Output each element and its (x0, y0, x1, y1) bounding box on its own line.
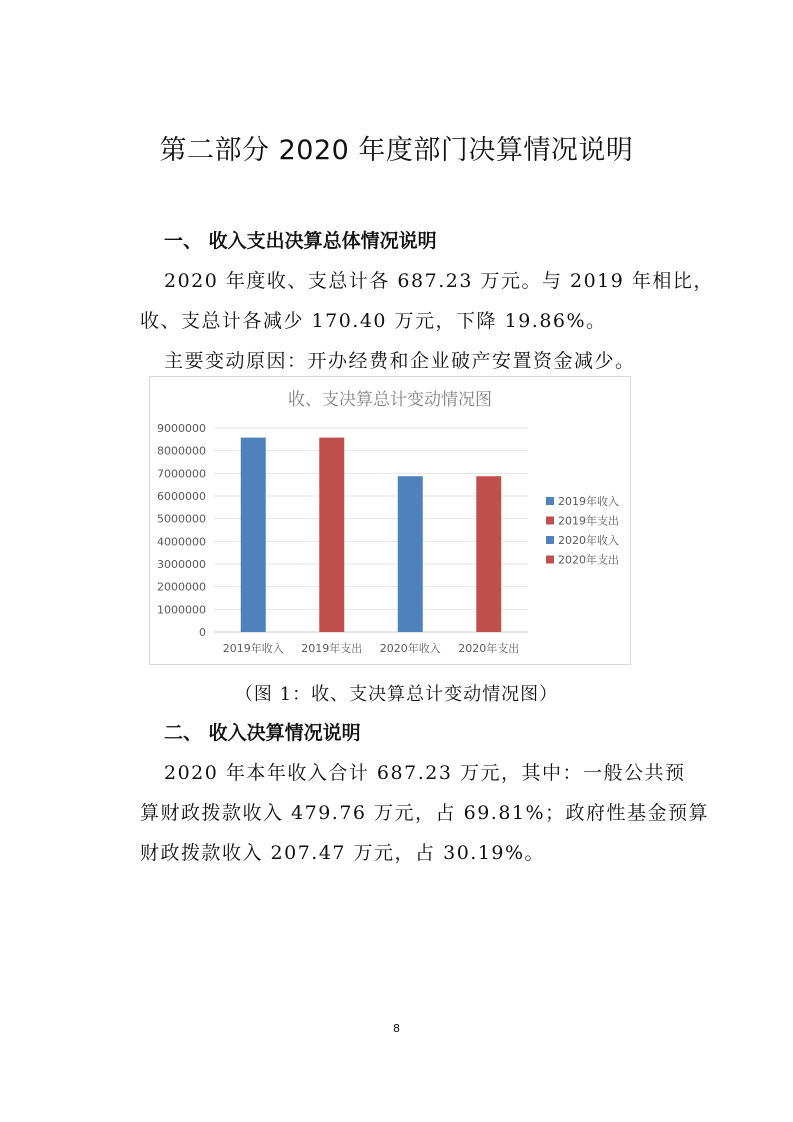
page-number: 8 (393, 1022, 400, 1035)
paragraph-3-line-1: 2020 年本年收入合计 687.23 万元，其中：一般公共预 (164, 762, 686, 784)
legend-swatch (546, 497, 554, 505)
figure-caption: （图 1：收、支决算总计变动情况图） (234, 684, 559, 705)
legend-swatch (546, 517, 554, 525)
bar-2020年支出 (476, 476, 501, 632)
bar-2019年收入 (241, 438, 266, 632)
bar-2020年收入 (398, 476, 423, 632)
paragraph-1-line-2: 收、支总计各减少 170.40 万元，下降 19.86%。 (140, 310, 607, 332)
paragraph-1-line-1: 2020 年度收、支总计各 687.23 万元。与 2019 年相比， (164, 270, 714, 292)
legend-swatch (546, 556, 554, 564)
chart-title: 收、支决算总计变动情况图 (288, 390, 492, 410)
legend-swatch (546, 536, 554, 544)
legend-label: 2019年收入 (558, 495, 619, 508)
chart-figure (149, 376, 631, 665)
section-heading-2: 二、 收入决算情况说明 (164, 722, 361, 744)
bar-2019年支出 (319, 438, 344, 632)
y-tick-label: 2000000 (157, 580, 206, 594)
x-tick-label: 2020年收入 (379, 642, 441, 655)
y-tick-label: 5000000 (157, 512, 206, 526)
y-tick-label: 7000000 (157, 467, 206, 481)
y-tick-label: 4000000 (157, 535, 206, 549)
legend-label: 2019年支出 (558, 514, 619, 528)
bar-chart (150, 377, 630, 664)
y-tick-label: 9000000 (157, 422, 206, 435)
y-tick-label: 1000000 (157, 603, 206, 617)
y-tick-label: 3000000 (157, 558, 206, 571)
x-tick-label: 2020年支出 (458, 642, 520, 655)
x-tick-label: 2019年收入 (222, 642, 284, 655)
y-tick-label: 6000000 (157, 490, 206, 503)
paragraph-3-line-3: 财政拨款收入 207.47 万元，占 30.19%。 (140, 842, 546, 864)
legend-label: 2020年收入 (558, 534, 619, 547)
section-heading-1: 一、 收入支出决算总体情况说明 (164, 230, 437, 252)
y-tick-label: 0 (199, 626, 206, 639)
paragraph-2: 主要变动原因：开办经费和企业破产安置资金减少。 (164, 350, 636, 372)
y-tick-label: 8000000 (157, 444, 206, 458)
paragraph-3-line-2: 算财政拨款收入 479.76 万元，占 69.81%；政府性基金预算 (140, 802, 710, 824)
x-tick-label: 2019年支出 (301, 642, 363, 655)
legend-label: 2020年支出 (558, 553, 619, 567)
page-title: 第二部分 2020 年度部门决算情况说明 (159, 135, 634, 166)
